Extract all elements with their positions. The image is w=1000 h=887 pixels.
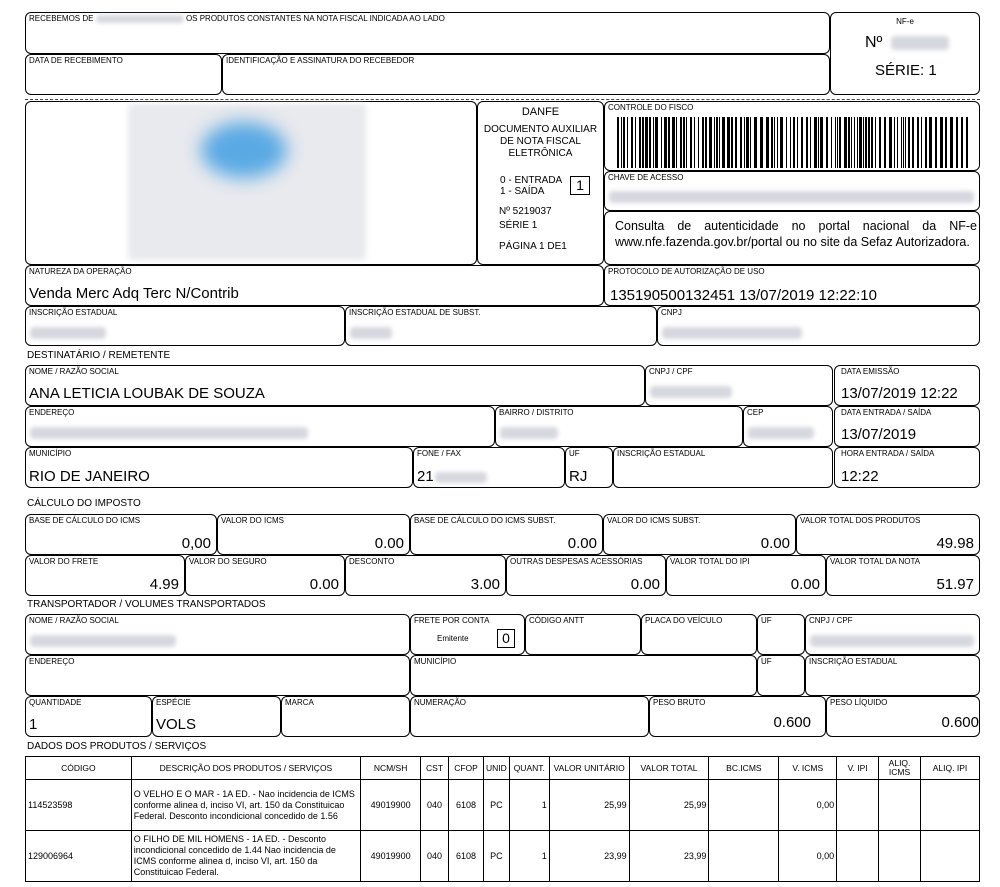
barcode-bar (839, 117, 841, 168)
cell-cst: 040 (421, 780, 449, 831)
col-valor-unitario: VALOR UNITÁRIO (549, 757, 629, 780)
base-subst-box (410, 514, 603, 555)
barcode-bar (905, 117, 906, 168)
barcode-bar (719, 117, 720, 168)
dest-fone-value: 21 (417, 468, 487, 485)
chave-acesso-redacted (609, 191, 974, 203)
dest-endereco-box (25, 406, 495, 447)
dest-fone-box (413, 447, 565, 488)
natureza-value: Venda Merc Adq Terc N/Contrib (29, 285, 239, 302)
cnpj-emitente-label: CNPJ (661, 308, 682, 317)
cell-descricao: O FILHO DE MIL HOMENS - 1A ED. - Desconto incondicional concedido de 1.44 Nao incidencia de ICMS conforme alinea d, inciso VI, art. 150 da Constituicao Federal. (131, 831, 360, 882)
dest-municipio-value: RIO DE JANEIRO (29, 468, 150, 485)
natureza-box (25, 265, 604, 306)
danfe-box (477, 101, 604, 265)
danfe-numero: Nº 5219037 (499, 206, 552, 217)
col-v-icms: V. ICMS (779, 757, 837, 780)
quantidade-label: QUANTIDADE (29, 698, 82, 707)
total-nota-box (826, 555, 980, 596)
barcode-bar (786, 117, 787, 168)
barcode-bar (884, 117, 886, 168)
seguro-value: 0.00 (309, 576, 339, 593)
ipi-value: 0.00 (790, 576, 820, 593)
barcode-bar (617, 117, 619, 168)
col-valor-total: VALOR TOTAL (629, 757, 709, 780)
transp-uf2-box (757, 655, 805, 696)
dest-endereco-label: ENDEREÇO (29, 408, 75, 417)
outras-label: OUTRAS DESPESAS ACESSÓRIAS (510, 557, 643, 566)
nfe-number-box (830, 12, 980, 95)
transp-municipio-box (410, 655, 757, 696)
danfe-saida: 1 - SAÍDA (500, 186, 545, 197)
transp-ie-box (805, 655, 980, 696)
natureza-label: NATUREZA DA OPERAÇÃO (29, 267, 132, 276)
barcode-bar (754, 117, 757, 168)
barcode-bar (835, 117, 836, 168)
barcode-bar (698, 117, 699, 168)
barcode-bar (956, 117, 958, 168)
cell-codigo: 114523598 (26, 780, 132, 831)
barcode-bar (921, 117, 922, 168)
transp-cnpj-label: CNPJ / CPF (809, 616, 853, 625)
placa-label: PLACA DO VEÍCULO (645, 616, 723, 625)
table-row (26, 780, 980, 831)
data-emissao-label: DATA EMISSÃO (841, 367, 900, 376)
barcode-bar (702, 117, 704, 168)
barcode-bar (859, 117, 862, 168)
transp-nome-box (25, 614, 410, 655)
dest-bairro-label: BAIRRO / DISTRITO (499, 408, 574, 417)
transp-uf-box (757, 614, 805, 655)
cell-bc-icms (709, 831, 779, 882)
dest-bairro-box (495, 406, 743, 447)
cell-v-icms: 0,00 (779, 831, 837, 882)
barcode-bar (790, 117, 791, 168)
barcode-bar (740, 117, 742, 168)
hora-box (834, 447, 980, 488)
barcode-bar (653, 117, 654, 168)
valor-subst-value: 0.00 (760, 535, 790, 552)
cell-valor-unitario: 25,99 (549, 780, 629, 831)
barcode-bar (690, 117, 692, 168)
recebemos-label: RECEBEMOS DE OS PRODUTOS CONSTANTES NA NOTA FISCAL INDICADA AO LADO (29, 14, 445, 23)
barcode-bar (868, 117, 870, 168)
total-nota-value: 51.97 (936, 576, 974, 593)
barcode-bar (897, 117, 898, 168)
frete-codigo: 0 (497, 629, 515, 648)
antt-label: CÓDIGO ANTT (529, 616, 585, 625)
barcode-bar (797, 117, 798, 168)
cell-codigo: 129006964 (26, 831, 132, 882)
barcode-bar (623, 117, 625, 168)
marca-label: MARCA (285, 698, 314, 707)
ipi-label: VALOR TOTAL DO IPI (670, 557, 750, 566)
frete-conta-value: Emitente (437, 634, 469, 643)
barcode-bar (810, 117, 811, 168)
produtos-table (25, 756, 980, 882)
barcode-bar (771, 117, 773, 168)
valor-icms-value: 0.00 (374, 535, 404, 552)
nfe-label: NF-e (896, 17, 914, 26)
cell-ncm: 49019900 (361, 831, 421, 882)
barcode-bar (945, 117, 947, 168)
barcode-bar (661, 117, 662, 168)
barcode-bar (683, 117, 685, 168)
transp-nome-label: NOME / RAZÃO SOCIAL (29, 616, 119, 625)
cell-bc-icms (709, 780, 779, 831)
barcode-bar (935, 117, 937, 168)
cell-cfop: 6108 (449, 780, 484, 831)
transporte-section: TRANSPORTADOR / VOLUMES TRANSPORTADOS (27, 599, 266, 610)
cell-cfop: 6108 (449, 831, 484, 882)
base-icms-box (25, 514, 217, 555)
barcode-bar (621, 117, 622, 168)
base-subst-label: BASE DE CÁLCULO DO ICMS SUBST. (414, 516, 556, 525)
barcode-bar (844, 117, 847, 168)
barcode-bar (642, 117, 644, 168)
data-saida-box (834, 406, 980, 447)
total-produtos-box (796, 514, 980, 555)
barcode-bar (917, 117, 919, 168)
barcode-bar (820, 117, 823, 168)
barcode-bar (848, 117, 850, 168)
barcode-bar (746, 117, 749, 168)
col-aliq-icms: ALIQ. ICMS (879, 757, 921, 780)
peso-liquido-label: PESO LÍQUIDO (830, 698, 888, 707)
barcode-bar (818, 117, 819, 168)
danfe-tipo: 1 (570, 176, 590, 195)
numeracao-label: NUMERAÇÃO (414, 698, 467, 707)
dest-uf-box (565, 447, 613, 488)
col-descricao: DESCRIÇÃO DOS PRODUTOS / SERVIÇOS (131, 757, 360, 780)
identificacao-label: IDENTIFICAÇÃO E ASSINATURA DO RECEBEDOR (226, 56, 415, 65)
dest-municipio-label: MUNICÍPIO (29, 449, 72, 458)
imposto-section: CÁLCULO DO IMPOSTO (27, 498, 141, 509)
dest-uf-label: UF (569, 449, 580, 458)
dest-endereco-redacted (30, 427, 308, 439)
barcode-bar (851, 117, 852, 168)
barcode-bar (635, 117, 636, 168)
data-emissao-box (834, 365, 980, 406)
barcode-bar (686, 117, 687, 168)
barcode-bar (645, 117, 648, 168)
col-aliq-ipi: ALIQ. IPI (921, 757, 980, 780)
cell-aliq-icms (879, 831, 921, 882)
peso-bruto-value: 0.600 (773, 714, 811, 731)
barcode-bar (780, 117, 783, 168)
cell-aliq-ipi (921, 831, 980, 882)
barcode-bar (760, 117, 763, 168)
nfe-numero-redacted (891, 36, 949, 50)
transp-uf-label: UF (761, 616, 772, 625)
barcode-bar (705, 117, 707, 168)
base-icms-label: BASE DE CÁLCULO DO ICMS (29, 516, 141, 525)
barcode-bar (961, 117, 963, 168)
danfe-entrada: 0 - ENTRADA (500, 175, 563, 186)
ie-box (25, 306, 345, 346)
frete-value: 4.99 (149, 576, 179, 593)
barcode-bar (777, 117, 778, 168)
data-recebimento-label: DATA DE RECEBIMENTO (29, 56, 123, 65)
ie-subst-label: INSCRIÇÃO ESTADUAL DE SUBST. (349, 308, 481, 317)
barcode-bar (857, 117, 858, 168)
barcode-bar (668, 117, 670, 168)
total-produtos-label: VALOR TOTAL DOS PRODUTOS (800, 516, 921, 525)
dest-cnpj-label: CNPJ / CPF (649, 367, 693, 376)
total-nota-label: VALOR TOTAL DA NOTA (830, 557, 921, 566)
dest-nome-box (25, 365, 645, 406)
danfe-title: DANFE (521, 106, 560, 118)
barcode-bar (664, 117, 667, 168)
cnpj-emitente-redacted (662, 327, 802, 339)
cell-unid: PC (484, 831, 510, 882)
col-bc-icms: BC.ICMS (709, 757, 779, 780)
data-emissao-value: 13/07/2019 12:22 (841, 385, 958, 402)
barcode-bar (925, 117, 927, 168)
col-ncm: NCM/SH (361, 757, 421, 780)
barcode-bar (831, 117, 832, 168)
seguro-box (185, 555, 345, 596)
barcode-bar (865, 117, 867, 168)
dest-bairro-redacted (500, 427, 558, 439)
cell-v-ipi (837, 780, 879, 831)
transp-ie-label: INSCRIÇÃO ESTADUAL (809, 657, 898, 666)
peso-bruto-label: PESO BRUTO (653, 698, 706, 707)
nfe-serie: SÉRIE: 1 (875, 62, 937, 79)
ie-label: INSCRIÇÃO ESTADUAL (29, 308, 118, 317)
base-icms-value: 0,00 (181, 535, 211, 552)
barcode-bar (837, 117, 838, 168)
col-cfop: CFOP (449, 757, 484, 780)
dest-cnpj-box (645, 365, 833, 406)
barcode-bar (950, 117, 953, 168)
protocolo-value: 135190500132451 13/07/2019 12:22:10 (610, 287, 877, 304)
cell-aliq-ipi (921, 780, 980, 831)
protocolo-box (604, 265, 980, 306)
barcode-bar (871, 117, 873, 168)
numeracao-box (410, 696, 649, 737)
col-v-ipi: V. IPI (837, 757, 879, 780)
cnpj-emitente-box (657, 306, 980, 346)
valor-icms-box (217, 514, 410, 555)
barcode-bar (766, 117, 769, 168)
transp-municipio-label: MUNICÍPIO (414, 657, 457, 666)
barcode-bar (639, 117, 641, 168)
barcode-bar (750, 117, 751, 168)
barcode-bar (894, 117, 895, 168)
barcode-bar (627, 117, 628, 168)
transp-cnpj-redacted (810, 635, 974, 647)
barcode-bar (966, 117, 968, 168)
barcode-bar (676, 117, 677, 168)
transp-nome-redacted (30, 635, 176, 647)
barcode (617, 117, 970, 168)
cell-v-icms: 0,00 (779, 780, 837, 831)
valor-icms-label: VALOR DO ICMS (221, 516, 284, 525)
hora-label: HORA ENTRADA / SAÍDA (841, 449, 935, 458)
barcode-bar (903, 117, 904, 168)
barcode-bar (826, 117, 828, 168)
barcode-bar (879, 117, 881, 168)
barcode-bar (806, 117, 808, 168)
cell-v-ipi (837, 831, 879, 882)
consulta-box (604, 211, 980, 265)
cell-ncm: 49019900 (361, 780, 421, 831)
barcode-bar (801, 117, 803, 168)
especie-box (152, 696, 281, 737)
cell-aliq-icms (879, 780, 921, 831)
protocolo-label: PROTOCOLO DE AUTORIZAÇÃO DE USO (608, 267, 765, 276)
dest-nome-label: NOME / RAZÃO SOCIAL (29, 367, 119, 376)
danfe-serie: SÉRIE 1 (499, 220, 538, 231)
outras-value: 0.00 (630, 576, 660, 593)
barcode-bar (744, 117, 745, 168)
cell-cst: 040 (421, 831, 449, 882)
barcode-bar (727, 117, 730, 168)
frete-conta-box (410, 614, 525, 655)
controle-fisco-label: CONTROLE DO FISCO (608, 103, 694, 112)
barcode-bar (912, 117, 914, 168)
barcode-bar (774, 117, 775, 168)
valor-subst-box (603, 514, 796, 555)
barcode-bar (655, 117, 658, 168)
barcode-bar (731, 117, 733, 168)
peso-bruto-box (649, 696, 826, 737)
barcode-bar (631, 117, 633, 168)
frete-box (25, 555, 185, 596)
dest-fone-label: FONE / FAX (417, 449, 462, 458)
seguro-label: VALOR DO SEGURO (189, 557, 267, 566)
marca-box (281, 696, 410, 737)
cell-unid: PC (484, 780, 510, 831)
placa-box (641, 614, 757, 655)
barcode-bar (716, 117, 718, 168)
produtos-section: DADOS DOS PRODUTOS / SERVIÇOS (27, 741, 207, 752)
cell-descricao: O VELHO E O MAR - 1A ED. - Nao incidencia de ICMS conforme alinea d, inciso VI, art. 150 da Constituicao Federal. Desconto incondicional concedido de 1.56 (131, 780, 360, 831)
ie-redacted (30, 327, 106, 339)
col-cst: CST (421, 757, 449, 780)
transp-cnpj-box (805, 614, 980, 655)
total-produtos-value: 49.98 (936, 535, 974, 552)
cell-valor-total: 23,99 (629, 831, 709, 882)
chave-acesso-box (604, 171, 980, 211)
dest-cep-redacted (748, 427, 814, 439)
dest-fone-redacted (435, 472, 487, 483)
barcode-bar (793, 117, 795, 168)
barcode-bar (714, 117, 715, 168)
barcode-bar (722, 117, 725, 168)
outras-box (506, 555, 666, 596)
hora-value: 12:22 (841, 468, 879, 485)
cell-quant: 1 (509, 831, 549, 882)
transp-endereco-label: ENDEREÇO (29, 657, 75, 666)
barcode-bar (929, 117, 932, 168)
transp-endereco-box (25, 655, 410, 696)
controle-fisco-box (604, 101, 980, 171)
data-recebimento-box (25, 54, 222, 95)
frete-conta-label: FRETE POR CONTA (414, 616, 490, 625)
quantidade-box (25, 696, 152, 737)
barcode-bar (875, 117, 876, 168)
cell-quant: 1 (509, 780, 549, 831)
col-unid: UNID (484, 757, 510, 780)
transp-uf2-label: UF (761, 657, 772, 666)
ie-subst-redacted (350, 327, 392, 339)
valor-subst-label: VALOR DO ICMS SUBST. (607, 516, 701, 525)
identificacao-box (222, 54, 830, 95)
barcode-bar (694, 117, 695, 168)
data-saida-label: DATA ENTRADA / SAÍDA (841, 408, 932, 417)
cell-valor-unitario: 23,99 (549, 831, 629, 882)
ipi-box (666, 555, 826, 596)
chave-acesso-label: CHAVE DE ACESSO (608, 173, 684, 182)
canhoto-recebemos-box (25, 12, 830, 54)
barcode-bar (680, 117, 682, 168)
dest-municipio-box (25, 447, 413, 488)
desconto-box (345, 555, 506, 596)
dest-ie-label: INSCRIÇÃO ESTADUAL (617, 449, 706, 458)
barcode-bar (901, 117, 902, 168)
barcode-bar (908, 117, 910, 168)
quantidade-value: 1 (29, 716, 38, 733)
base-subst-value: 0.00 (567, 535, 597, 552)
dest-uf-value: RJ (569, 468, 588, 485)
barcode-bar (649, 117, 651, 168)
antt-box (525, 614, 641, 655)
table-row (26, 831, 980, 882)
barcode-bar (672, 117, 675, 168)
dest-cnpj-redacted (650, 386, 732, 398)
destinatario-section: DESTINATÁRIO / REMETENTE (27, 350, 171, 361)
consulta-text: Consulta de autenticidade no portal nacional da NF-e www.nfe.fazenda.gov.br/portal ou no site da Sefaz Autorizadora. (615, 219, 977, 249)
barcode-bar (863, 117, 864, 168)
especie-value: VOLS (156, 716, 197, 733)
frete-label: VALOR DO FRETE (29, 557, 99, 566)
nfe-numero-label: Nº (865, 34, 949, 51)
logo-shape (201, 122, 287, 178)
cell-valor-total: 25,99 (629, 780, 709, 831)
barcode-bar (814, 117, 817, 168)
cut-line (25, 99, 980, 100)
emitente-logo-box (25, 101, 477, 265)
barcode-bar (889, 117, 892, 168)
emitente-redacted (96, 15, 184, 23)
data-saida-value: 13/07/2019 (841, 426, 917, 443)
peso-liquido-value: 0.600 (941, 714, 979, 731)
peso-liquido-box (826, 696, 980, 737)
desconto-label: DESCONTO (349, 557, 395, 566)
col-quant: QUANT. (509, 757, 549, 780)
barcode-bar (940, 117, 943, 168)
ie-subst-box (345, 306, 657, 346)
danfe-subtitle: DOCUMENTO AUXILIAR DE NOTA FISCAL ELETRÔNICA (483, 124, 598, 159)
barcode-bar (735, 117, 737, 168)
col-codigo: CÓDIGO (26, 757, 132, 780)
produtos-header-row (26, 757, 980, 780)
especie-label: ESPÉCIE (156, 698, 191, 707)
danfe-pagina: PÁGINA 1 DE1 (499, 241, 567, 252)
barcode-bar (709, 117, 712, 168)
desconto-value: 3.00 (470, 576, 500, 593)
dest-cep-label: CEP (747, 408, 764, 417)
dest-nome-value: ANA LETICIA LOUBAK DE SOUZA (29, 385, 265, 402)
dest-cep-box (743, 406, 833, 447)
dest-ie-box (613, 447, 833, 488)
barcode-bar (854, 117, 855, 168)
